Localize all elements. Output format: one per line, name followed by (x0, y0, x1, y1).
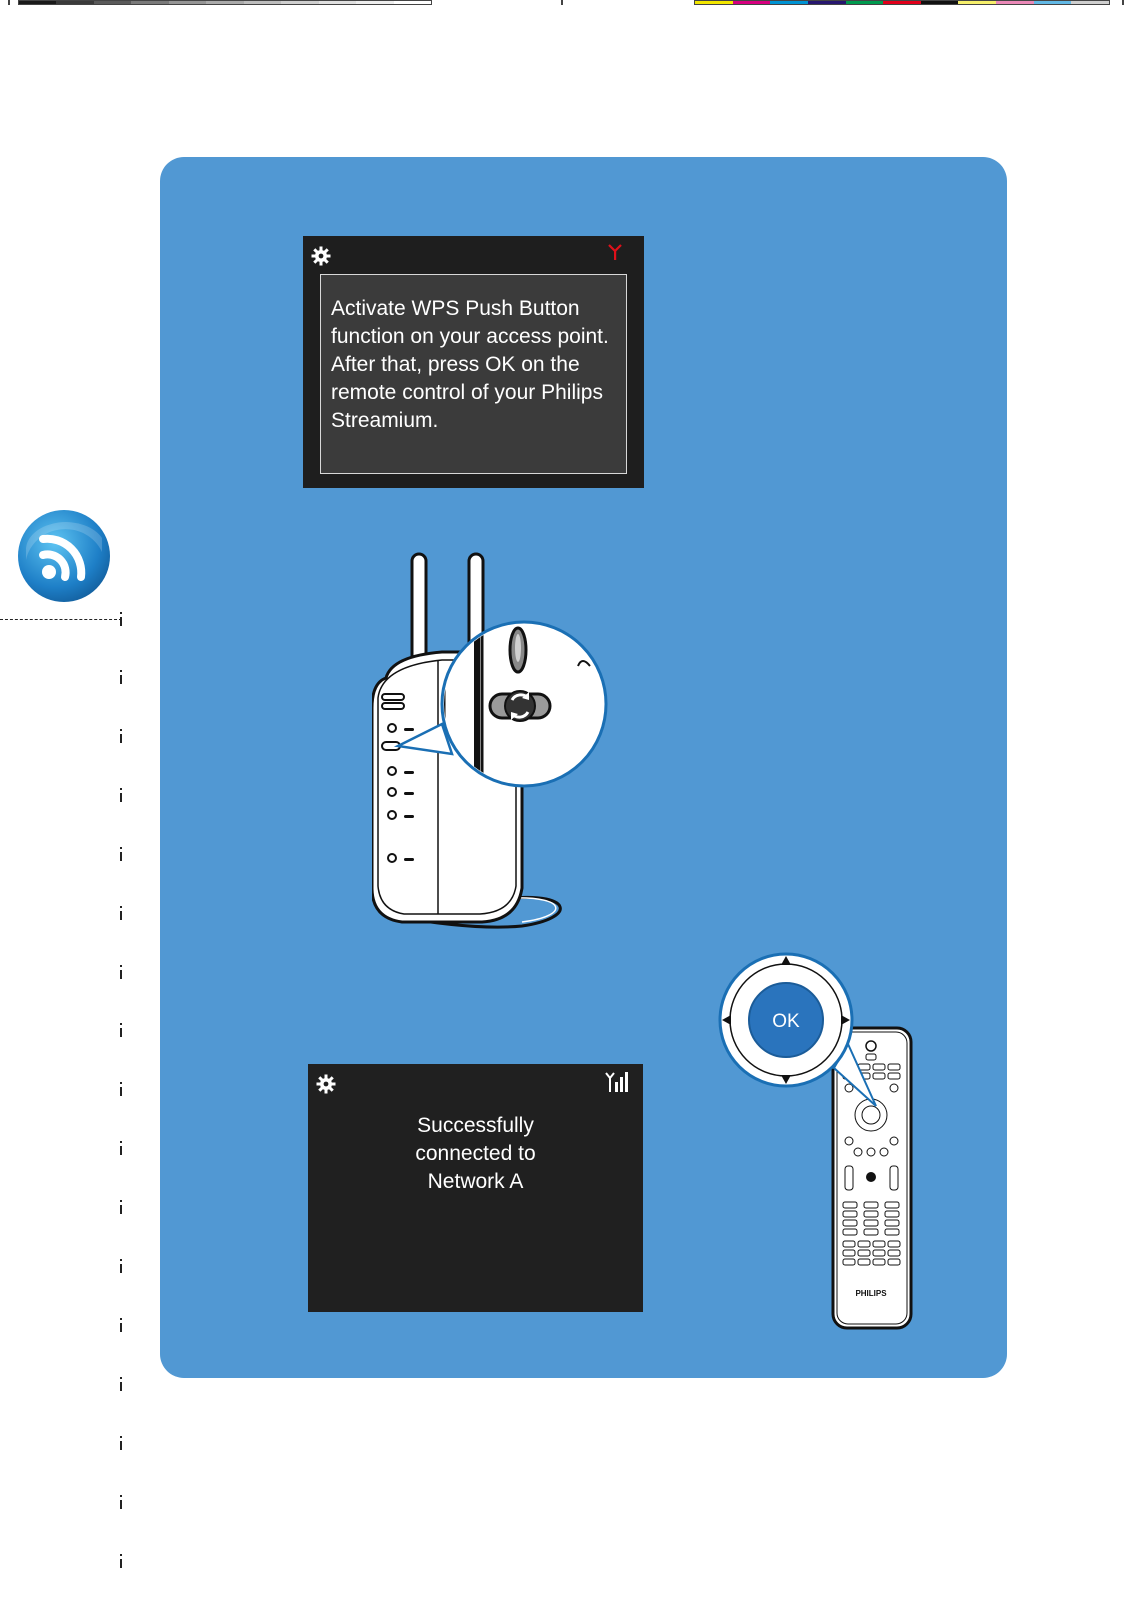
wps-instruction-screen (303, 236, 644, 488)
gear-icon (316, 1074, 336, 1094)
cut-guide-mark (120, 906, 122, 920)
color-swatch (808, 1, 846, 4)
gear-icon (311, 246, 331, 266)
cut-guide (0, 619, 122, 620)
cut-guide-mark (120, 1495, 122, 1509)
remote-brand: PHILIPS (855, 1289, 887, 1298)
color-swatch (996, 1, 1034, 4)
color-swatch (733, 1, 771, 4)
wifi-icon (16, 508, 112, 604)
color-swatch (244, 1, 281, 4)
cut-guide-mark (120, 1023, 122, 1037)
color-swatch (206, 1, 243, 4)
cut-guide-mark (120, 965, 122, 979)
cut-guide-mark (120, 1259, 122, 1273)
color-swatch (846, 1, 884, 4)
crop-mark (8, 0, 10, 5)
crop-mark (561, 0, 563, 5)
message-box (320, 274, 627, 474)
cut-guide-mark (120, 670, 122, 684)
cut-guide-mark (120, 1377, 122, 1391)
router-illustration (372, 548, 612, 948)
ok-button-label: OK (772, 1011, 800, 1032)
color-swatch (131, 1, 168, 4)
cut-guide-mark (120, 1200, 122, 1214)
wps-icon (505, 691, 535, 721)
color-swatch (169, 1, 206, 4)
connection-success-screen (308, 1064, 643, 1312)
color-swatch (356, 1, 393, 4)
remote-control-illustration (716, 940, 956, 1340)
cut-guide-mark (120, 1436, 122, 1450)
color-swatch (281, 1, 318, 4)
color-strip (694, 0, 1110, 5)
color-swatch (394, 1, 431, 4)
success-message (308, 1112, 643, 1196)
success-line-3: Network A (427, 1170, 524, 1193)
color-swatch (883, 1, 921, 4)
color-swatch (958, 1, 996, 4)
color-swatch (1034, 1, 1072, 4)
cut-guide-mark (120, 1082, 122, 1096)
cut-guide-mark (120, 729, 122, 743)
cut-guide-mark (120, 1141, 122, 1155)
cut-guide-mark (120, 1554, 122, 1568)
cut-guide-mark (120, 847, 122, 861)
color-swatch (56, 1, 93, 4)
cut-guide-mark (120, 1318, 122, 1332)
color-swatch (94, 1, 131, 4)
color-swatch (770, 1, 808, 4)
color-swatch (695, 1, 733, 4)
antenna-red-icon (608, 244, 622, 260)
grayscale-strip (18, 0, 432, 5)
cut-guide-mark (120, 788, 122, 802)
crop-mark (1122, 0, 1124, 5)
success-line-1: Successfully (417, 1114, 534, 1137)
color-swatch (1071, 1, 1109, 4)
color-swatch (921, 1, 959, 4)
wps-message: Activate WPS Push Button function on your access point. After that, press OK on the remote control of your Philips Streamium. (331, 297, 609, 432)
color-swatch (19, 1, 56, 4)
color-swatch (319, 1, 356, 4)
success-line-2: connected to (415, 1142, 536, 1165)
cut-guide-mark (120, 612, 122, 626)
signal-bars-icon (605, 1072, 631, 1092)
